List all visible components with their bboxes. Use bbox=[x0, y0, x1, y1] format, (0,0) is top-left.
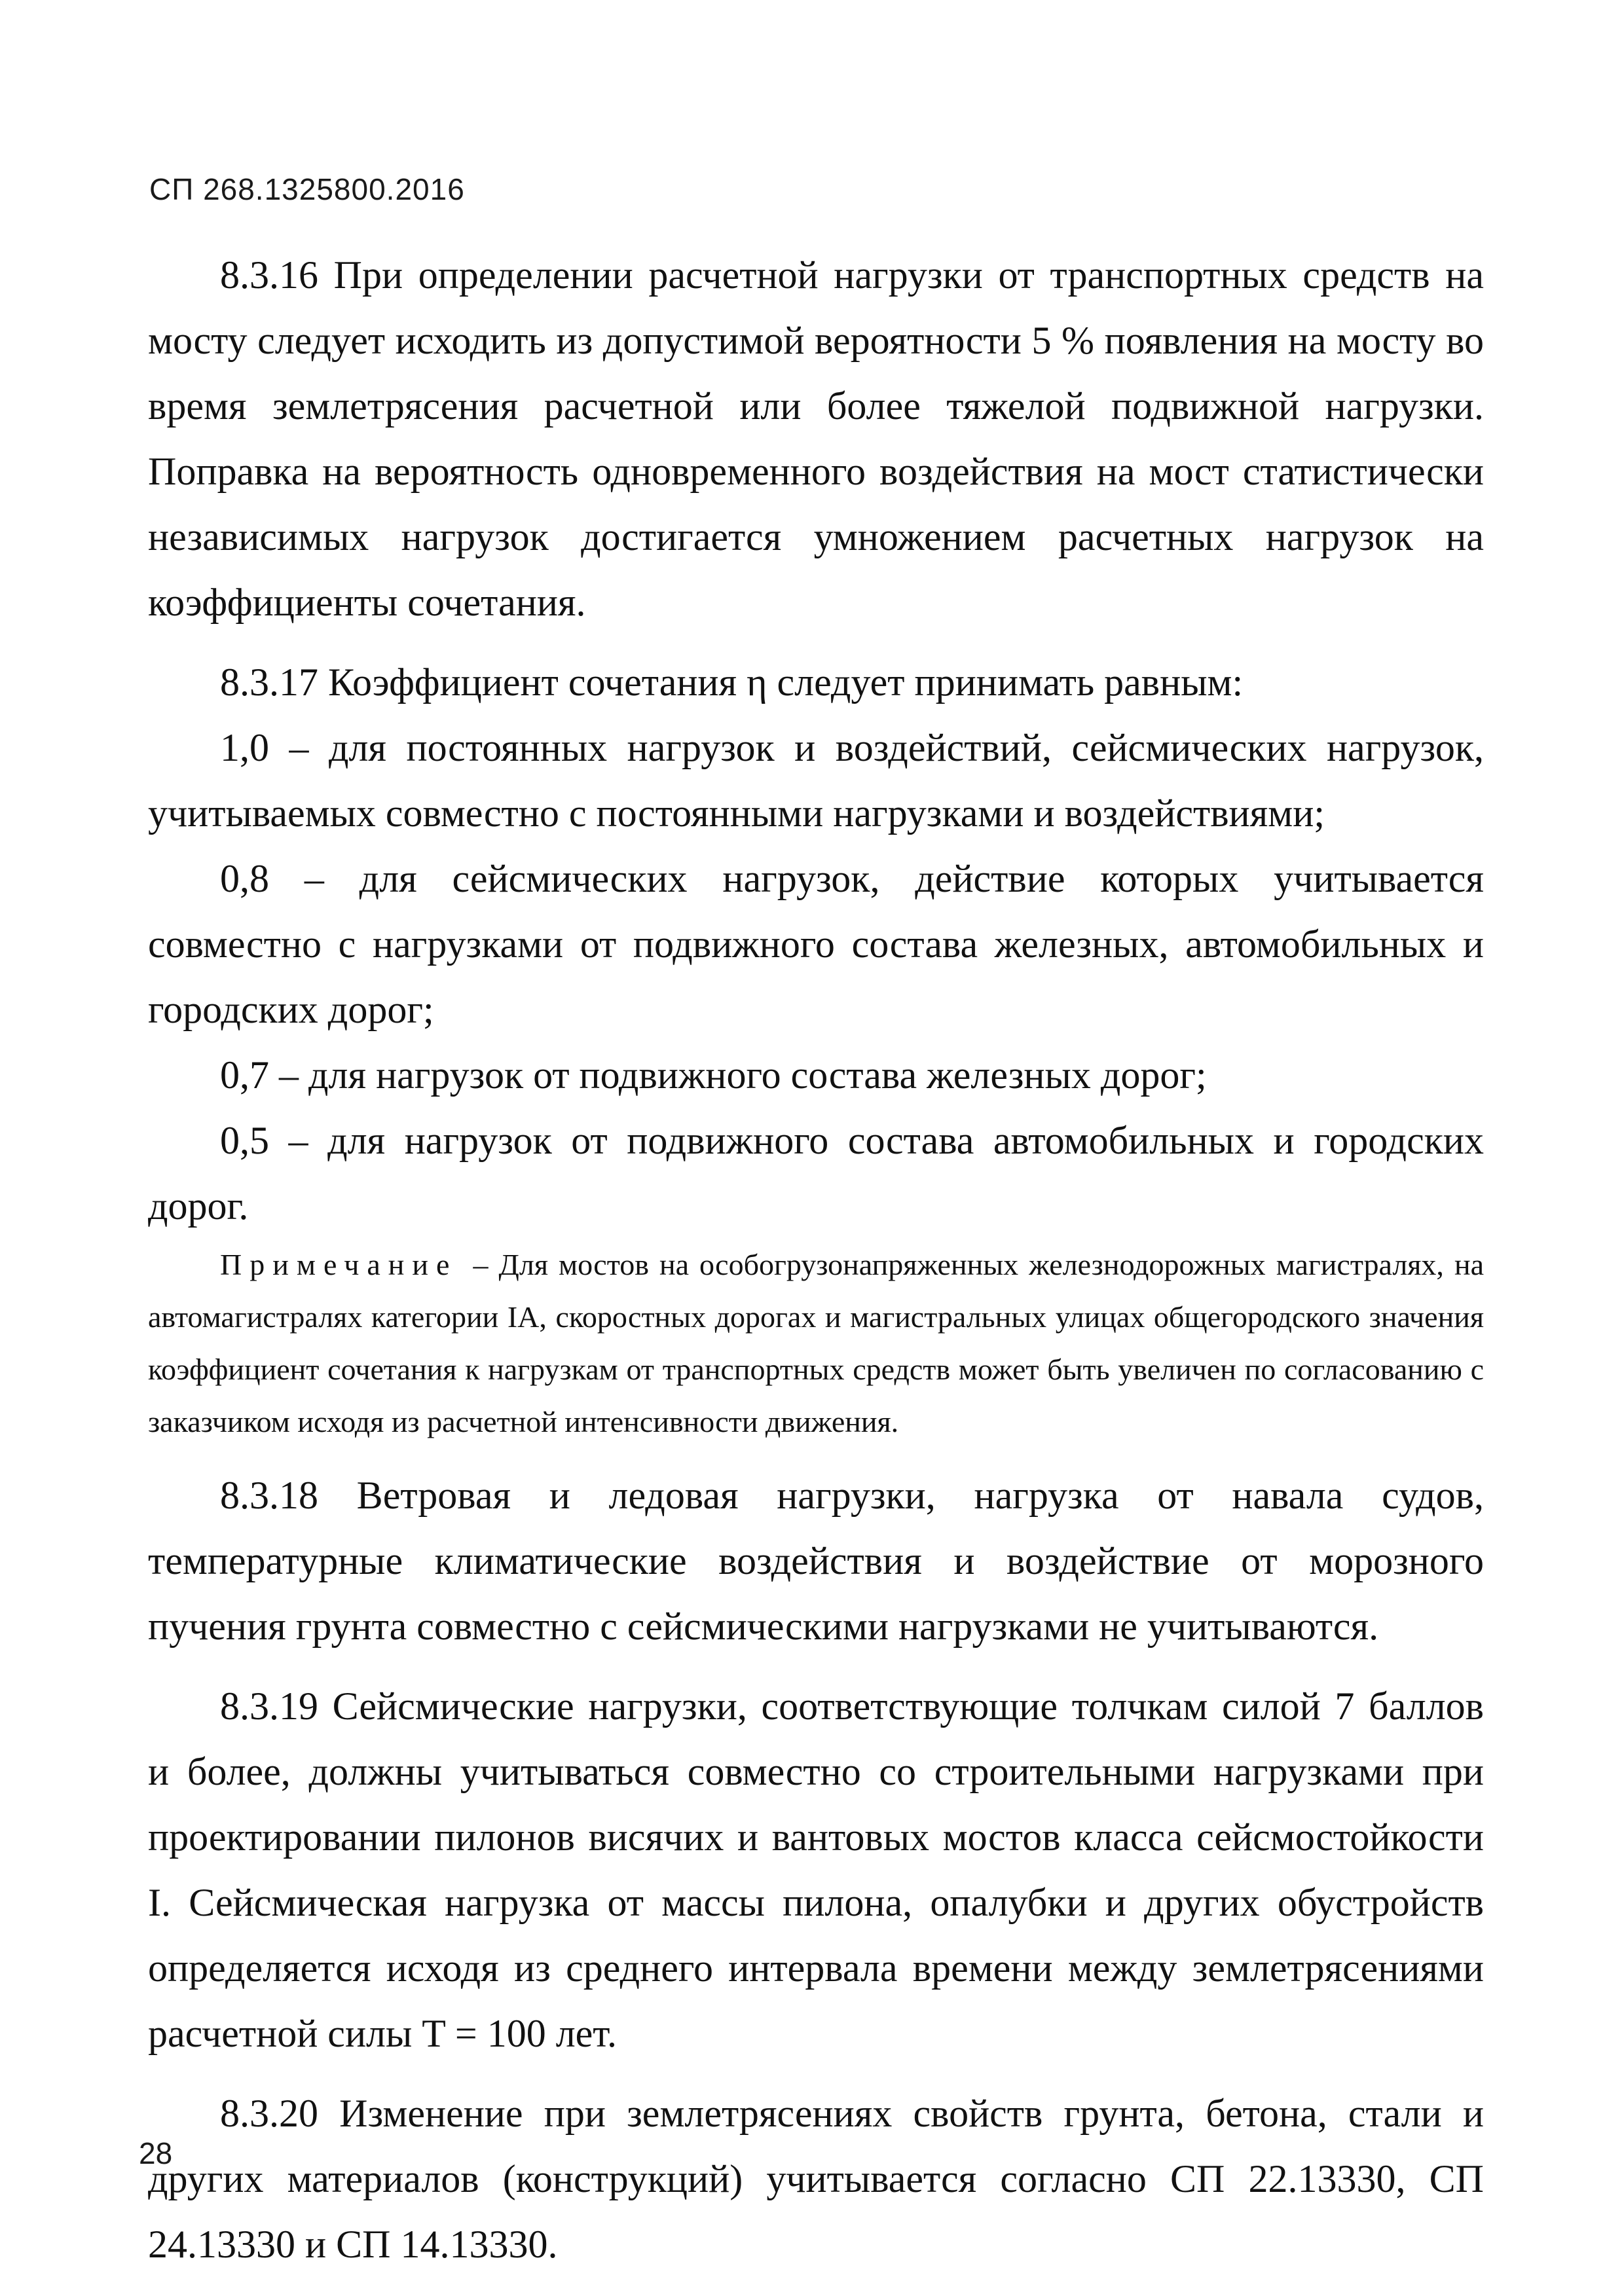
document-code-header: СП 268.1325800.2016 bbox=[149, 172, 465, 206]
list-item-0-7: 0,7 – для нагрузок от подвижного состава железных дорог; bbox=[220, 1053, 1207, 1097]
paragraph-8-3-16: 8.3.16 При определении расчетной нагрузки от транспортных средств на мосту следует исходить из допустимой вероятности 5 % появления на мосту во время землетрясения расчетной или более тяжелой подвижной нагрузки. Поправка на вероятность одновременного воздействия на мост статистически независимых нагрузок достигается умножением расчетных нагрузок на коэффициенты сочетания. bbox=[148, 253, 1484, 624]
spacer bbox=[148, 2066, 1484, 2081]
page-number: 28 bbox=[139, 2136, 173, 2170]
note-label: Примечание bbox=[220, 1248, 458, 1281]
note-text: – Для мостов на особогрузонапряженных железнодорожных магистралях, на автомагистралях категории IA, скоростных дорогах и магистральных улицах общегородского значения коэффициент сочетания к нагрузкам от транспортных средств может быть увеличен по согласованию с заказчиком исходя из расчетной интенсивности движения. bbox=[148, 1248, 1485, 1438]
list-item-0-8: 0,8 – для сейсмических нагрузок, действие которых учитывается совместно с нагрузками от подвижного состава железных, автомобильных и городских дорог; bbox=[148, 857, 1484, 1031]
paragraph-8-3-17: 8.3.17 Коэффициент сочетания η следует принимать равным: bbox=[220, 661, 1244, 704]
paragraph-8-3-19: 8.3.19 Сейсмические нагрузки, соответствующие толчкам силой 7 баллов и более, должны учитываться совместно со строительными нагрузками при проектировании пилонов висячих и вантовых мостов класса сейсмостойкости I. Сейсмическая нагрузка от массы пилона, опалубки и других обустройств определяется исходя из среднего интервала времени между землетрясениями расчетной силы T = 100 лет. bbox=[148, 1685, 1484, 2055]
paragraph-8-3-18: 8.3.18 Ветровая и ледовая нагрузки, нагрузка от навала судов, температурные климатические воздействия и воздействие от морозного пучения грунта совместно с сейсмическими нагрузками не учитываются. bbox=[148, 1474, 1484, 1648]
spacer bbox=[148, 635, 1484, 649]
list-item-1-0: 1,0 – для постоянных нагрузок и воздействий, сейсмических нагрузок, учитываемых совместно с постоянными нагрузками и воздействиями; bbox=[148, 726, 1484, 835]
document-body bbox=[148, 242, 1484, 2277]
note-paragraph bbox=[148, 1239, 1484, 1448]
list-item-0-5: 0,5 – для нагрузок от подвижного состава автомобильных и городских дорог. bbox=[148, 1119, 1484, 1228]
spacer bbox=[148, 1659, 1484, 1673]
spacer bbox=[148, 1448, 1484, 1463]
paragraph-8-3-20: 8.3.20 Изменение при землетрясениях свойств грунта, бетона, стали и других материалов (конструкций) учитывается согласно СП 22.13330, СП 24.13330 и СП 14.13330. bbox=[148, 2092, 1484, 2266]
